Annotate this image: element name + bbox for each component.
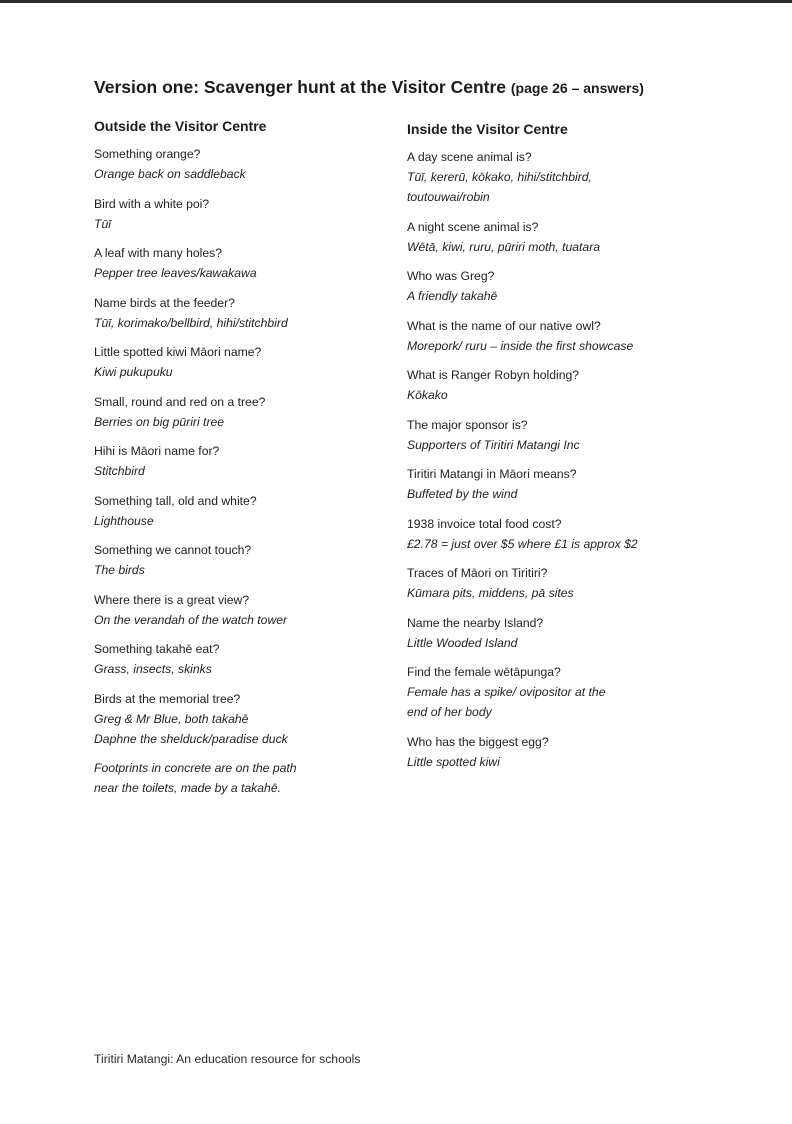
answer: Wētā, kiwi, ruru, pūriri moth, tuatara: [407, 239, 601, 254]
qa-item: [407, 365, 707, 405]
qa-item: [407, 613, 707, 653]
qa-item: [407, 563, 707, 603]
qa-item: [407, 415, 707, 455]
question: Small, round and red on a tree?: [94, 394, 266, 409]
page-footer: Tiritiri Matangi: An education resource for schools: [94, 1052, 361, 1066]
answer: toutouwai/robin: [407, 190, 490, 204]
qa-item: [94, 540, 394, 580]
qa-item: [407, 147, 707, 207]
page-title: [94, 77, 644, 98]
question: Find the female wētāpunga?: [407, 665, 561, 679]
answer: Daphne the shelduck/paradise duck: [94, 731, 288, 746]
question: Bird with a white poi?: [94, 196, 210, 211]
qa-item: [407, 464, 707, 504]
inside-column: [407, 120, 707, 781]
qa-item: [94, 293, 394, 333]
answer: On the verandah of the watch tower: [94, 612, 288, 627]
page-title-sub: (page 26 – answers): [510, 80, 644, 96]
qa-item: [94, 491, 394, 531]
answer: Tūī, korimako/bellbird, hihi/stitchbird: [94, 315, 288, 330]
qa-item: [407, 662, 707, 722]
question: Traces of Māori on Tiritiri?: [407, 566, 548, 580]
question: Hihi is Māori name for?: [94, 444, 220, 458]
question: Tiritiri Matangi in Māori means?: [407, 467, 577, 481]
note-line: Footprints in concrete are on the path: [94, 761, 297, 775]
answer: Supporters of Tiritiri Matangi Inc: [407, 437, 580, 452]
answer: Greg & Mr Blue, both takahē: [94, 711, 249, 726]
question: Little spotted kiwi Māori name?: [94, 345, 262, 359]
answer: Buffeted by the wind: [407, 487, 518, 501]
answer: end of her body: [407, 705, 492, 719]
qa-item: [94, 392, 394, 432]
qa-item: [407, 316, 707, 356]
answer: Grass, insects, skinks: [94, 662, 212, 676]
answer: A friendly takahē: [407, 289, 498, 303]
qa-item: [94, 590, 394, 630]
question: Who has the biggest egg?: [407, 734, 549, 749]
qa-item: [94, 342, 394, 382]
question: Name the nearby Island?: [407, 615, 544, 630]
qa-item: [94, 689, 394, 749]
question: Birds at the memorial tree?: [94, 691, 241, 706]
page-title-main: Version one: Scavenger hunt at the Visitor Centre: [94, 77, 507, 97]
question: A night scene animal is?: [407, 219, 539, 234]
qa-item: [94, 441, 394, 481]
question: Who was Greg?: [407, 269, 495, 283]
qa-item: [407, 217, 707, 257]
outside-qa-list: [94, 144, 394, 749]
answer: Kōkako: [407, 388, 448, 402]
qa-item: [94, 144, 394, 184]
question: Where there is a great view?: [94, 592, 250, 607]
question: Something tall, old and white?: [94, 493, 257, 508]
question: What is the name of our native owl?: [407, 318, 601, 333]
answer: Orange back on saddleback: [94, 167, 246, 181]
answer: Lighthouse: [94, 513, 154, 528]
answer: Morepork/ ruru – inside the first showcase: [407, 338, 634, 353]
footprints-note: [94, 758, 394, 798]
answer: Female has a spike/ ovipositor at the: [407, 685, 606, 699]
answer: Little Wooded Island: [407, 635, 518, 650]
question: Something orange?: [94, 147, 201, 161]
answer: Tūī, kererū, kōkako, hihi/stitchbird,: [407, 170, 592, 184]
outside-column: [94, 117, 394, 798]
qa-item: [94, 194, 394, 234]
answer: Pepper tree leaves/kawakawa: [94, 266, 257, 280]
answer: Tūī: [94, 216, 111, 231]
answer: Kūmara pits, middens, pā sites: [407, 586, 574, 600]
question: A day scene animal is?: [407, 150, 532, 164]
answer: The birds: [94, 563, 145, 577]
note-line: near the toilets, made by a takahē.: [94, 781, 281, 795]
outside-heading: Outside the Visitor Centre: [94, 118, 267, 134]
question: The major sponsor is?: [407, 417, 528, 432]
question: Name birds at the feeder?: [94, 295, 235, 310]
inside-qa-list: [407, 147, 707, 772]
question: Something we cannot touch?: [94, 543, 252, 557]
qa-item: [407, 266, 707, 306]
qa-item: [94, 243, 394, 283]
answer: Stitchbird: [94, 464, 145, 478]
answer: Kiwi pukupuku: [94, 365, 173, 379]
answer: £2.78 = just over $5 where £1 is approx $2: [407, 536, 638, 551]
question: A leaf with many holes?: [94, 246, 223, 260]
question: Something takahē eat?: [94, 642, 220, 656]
inside-heading: Inside the Visitor Centre: [407, 121, 568, 137]
top-border: [0, 0, 792, 3]
question: 1938 invoice total food cost?: [407, 516, 562, 531]
qa-item: [407, 732, 707, 772]
qa-item: [94, 639, 394, 679]
qa-item: [407, 514, 707, 554]
question: What is Ranger Robyn holding?: [407, 368, 580, 382]
answer: Berries on big pūriri tree: [94, 414, 225, 429]
answer: Little spotted kiwi: [407, 754, 500, 769]
